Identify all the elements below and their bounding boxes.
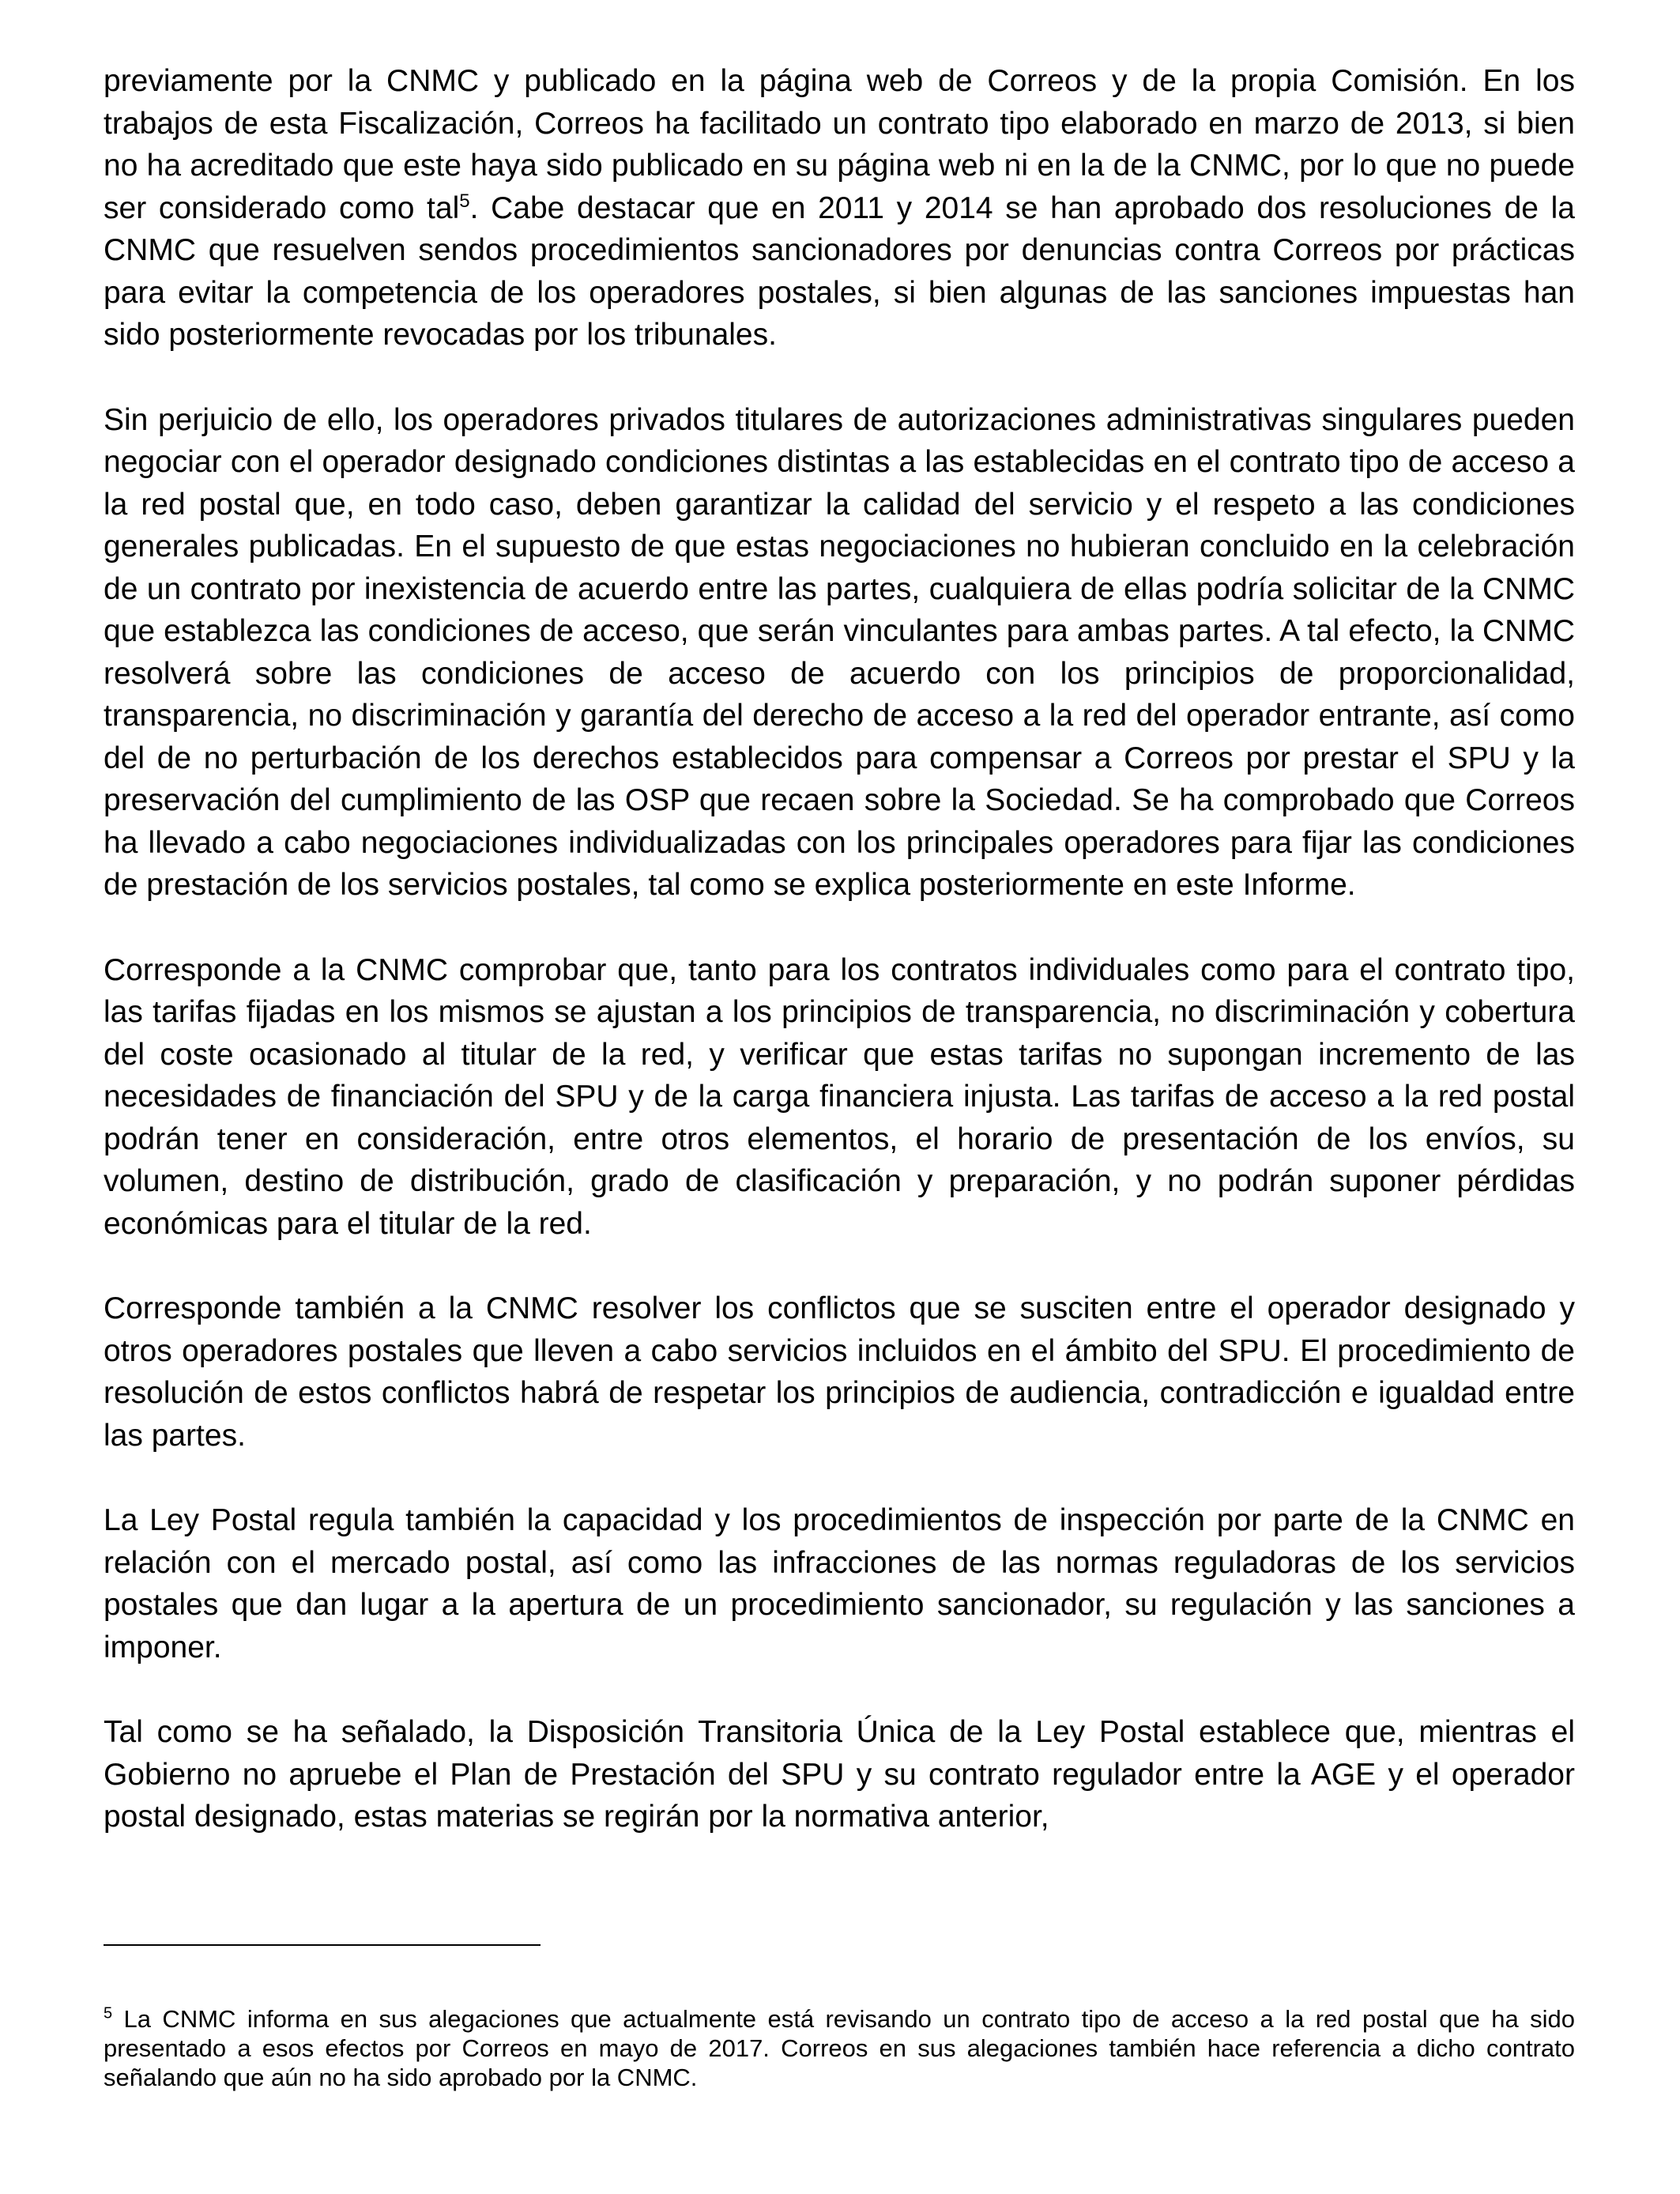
paragraph-5: La Ley Postal regula también la capacidad y los procedimientos de inspección por parte de la CNMC en relación con el mercado postal, así como las infracciones de las normas reguladoras de los servicios postales que dan lugar a la apertura de un procedimiento sancionador, su regulación y las sanciones a imponer. <box>104 1503 1575 1664</box>
footnote <box>104 2004 1575 2092</box>
footnote-text: La CNMC informa en sus alegaciones que actualmente está revisando un contrato tipo de acceso a la red postal que ha sido presentado a esos efectos por Correos en mayo de 2017. Correos en sus alegaciones también hace referencia a dicho contrato señalando que aún no ha sido aprobado por la CNMC. <box>104 2005 1575 2091</box>
paragraph-6: Tal como se ha señalado, la Disposición Transitoria Única de la Ley Postal establece que, mientras el Gobierno no apruebe el Plan de Prestación del SPU y su contrato regulador entre la AGE y el operador postal designado, estas materias se regirán por la normativa anterior, <box>104 1715 1575 1834</box>
footnote-number: 5 <box>104 2004 113 2022</box>
paragraph-1-text: previamente por la CNMC y publicado en la página web de Correos y de la propia Comisión. En los trabajos de esta Fiscalización, Correos ha facilitado un contrato tipo elaborado en marzo de 2013, si bien no ha acreditado que este haya sido publicado en su página web ni en la de la CNMC, por lo que no puede ser considerado como tal <box>104 64 1575 225</box>
paragraph-1-text-continued: . Cabe destacar que en 2011 y 2014 se han aprobado dos resoluciones de la CNMC que resuelven sendos procedimientos sancionadores por denuncias contra Correos por prácticas para evitar la competencia de los operadores postales, si bien algunas de las sanciones impuestas han sido posteriormente revocadas por los tribunales. <box>104 190 1575 352</box>
paragraph-4: Corresponde también a la CNMC resolver los conflictos que se susciten entre el operador designado y otros operadores postales que lleven a cabo servicios incluidos en el ámbito del SPU. El procedimiento de resolución de estos conflictos habrá de respetar los principios de audiencia, contradicción e igualdad entre las partes. <box>104 1291 1575 1453</box>
footnote-separator <box>104 1944 541 1946</box>
footnote-reference[interactable]: 5 <box>459 190 470 212</box>
paragraph-1 <box>104 60 1575 356</box>
document-body <box>104 60 1575 1881</box>
paragraph-3: Corresponde a la CNMC comprobar que, tanto para los contratos individuales como para el contrato tipo, las tarifas fijadas en los mismos se ajustan a los principios de transparencia, no discriminación y cobertura del coste ocasionado al titular de la red, y verificar que estas tarifas no supongan incremento de las necesidades de financiación del SPU y de la carga financiera injusta. Las tarifas de acceso a la red postal podrán tener en consideración, entre otros elementos, el horario de presentación de los envíos, su volumen, destino de distribución, grado de clasificación y preparación, y no podrán suponer pérdidas económicas para el titular de la red. <box>104 952 1575 1241</box>
paragraph-2: Sin perjuicio de ello, los operadores privados titulares de autorizaciones administrativas singulares pueden negociar con el operador designado condiciones distintas a las establecidas en el contrato tipo de acceso a la red postal que, en todo caso, deben garantizar la calidad del servicio y el respeto a las condiciones generales publicadas. En el supuesto de que estas negociaciones no hubieran concluido en la celebración de un contrato por inexistencia de acuerdo entre las partes, cualquiera de ellas podría solicitar de la CNMC que establezca las condiciones de acceso, que serán vinculantes para ambas partes. A tal efecto, la CNMC resolverá sobre las condiciones de acceso de acuerdo con los principios de proporcionalidad, transparencia, no discriminación y garantía del derecho de acceso a la red del operador entrante, así como del de no perturbación de los derechos establecidos para compensar a Correos por prestar el SPU y la preservación del cumplimiento de las OSP que recaen sobre la Sociedad. Se ha comprobado que Correos ha llevado a cabo negociaciones individualizadas con los principales operadores para fijar las condiciones de prestación de los servicios postales, tal como se explica posteriormente en este Informe. <box>104 402 1575 902</box>
